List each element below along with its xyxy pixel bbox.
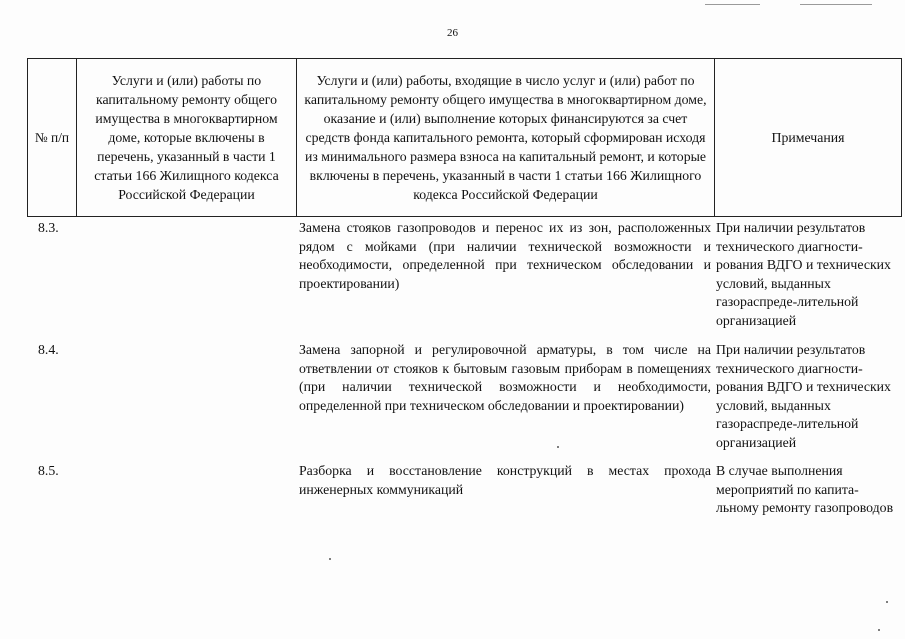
table-row <box>27 341 901 462</box>
row-note: В случае выполнения мероприятий по капита-льному ремонту газопроводов <box>716 463 894 516</box>
header-notes: Примечания <box>715 59 902 217</box>
scan-speck <box>557 446 559 448</box>
header-services-fund: Услуги и (или) работы, входящие в число услуг и (или) работ по капитальному ремонту общего имущества в многоквартирном доме, оказание и (или) выполнение которых финансируются за счет средств фонда капитального ремонта, который сформирован исходя из минимального размера взноса на капитальный ремонт, и которые включены в перечень, указанный в части 1 статьи 166 Жилищного кодекса Российской Федерации <box>297 59 715 217</box>
row-number: 8.3. <box>38 220 59 235</box>
row-note: При наличии результатов технического диагности-рования ВДГО и технических условий, выданных газораспреде-лительной организацией <box>716 220 891 328</box>
row-note: При наличии результатов технического диагности-рования ВДГО и технических условий, выданных газораспреде-лительной организацией <box>716 342 891 450</box>
table-header <box>27 58 902 217</box>
row-service <box>76 219 296 341</box>
table-row <box>27 219 901 341</box>
row-work: Разборка и восстановление конструкций в местах прохода инженерных коммуникаций <box>299 463 711 497</box>
page-number: 26 <box>447 27 458 39</box>
scan-speck <box>878 629 880 631</box>
row-work: Замена стояков газопроводов и перенос их из зон, расположенных рядом с мойками (при наличии технической возможности и необходимости, определенной при техническом обследовании и проектировании) <box>299 220 711 291</box>
row-number: 8.4. <box>38 342 59 357</box>
header-number: № п/п <box>28 59 77 217</box>
scan-speck <box>329 558 331 560</box>
row-service <box>76 341 296 462</box>
row-number: 8.5. <box>38 463 59 478</box>
scan-speck <box>886 601 888 603</box>
row-service <box>76 462 296 518</box>
table-body <box>27 219 901 518</box>
row-work: Замена запорной и регулировочной арматуры, в том числе на ответвлении от стояков к бытовым газовым приборам в помещениях (при наличии технической возможности и необходимости, определенной при техническом обследовании и проектировании) <box>299 342 711 413</box>
scan-artifact-line <box>705 4 760 5</box>
scan-artifact-line <box>800 4 872 5</box>
header-services-list: Услуги и (или) работы по капитальному ремонту общего имущества в многоквартирном доме, которые включены в перечень, указанный в части 1 статьи 166 Жилищного кодекса Российской Федерации <box>77 59 297 217</box>
table-row <box>27 462 901 518</box>
